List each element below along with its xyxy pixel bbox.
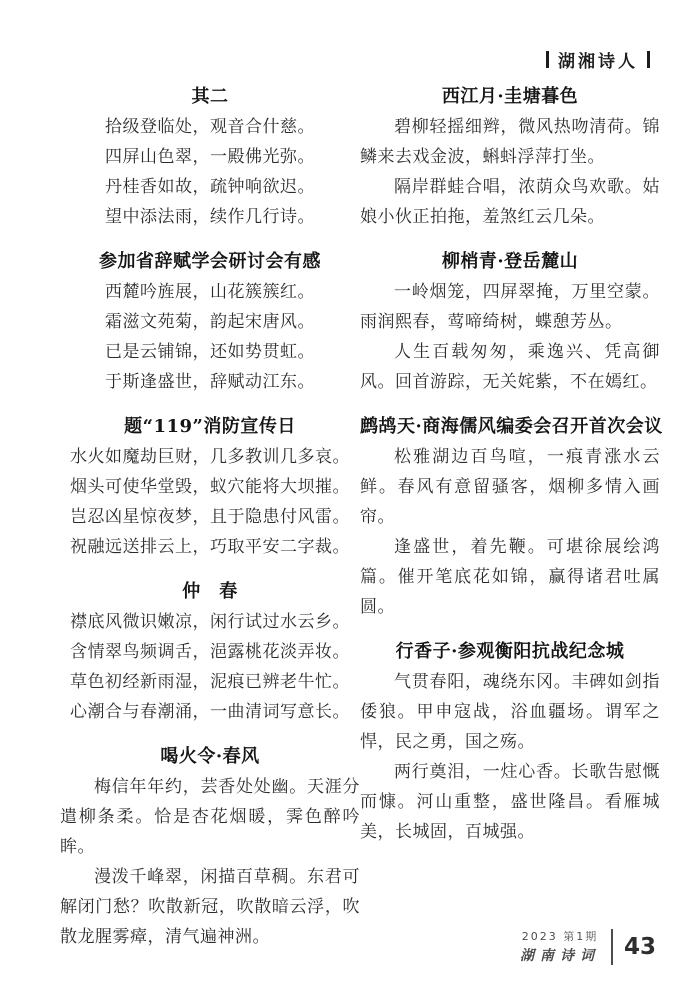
- poem-title: 参加省辞赋学会研讨会有感: [99, 251, 321, 272]
- poem-title: 行香子·参观衡阳抗战纪念城: [395, 641, 625, 662]
- poem-line: 四屏山色翠，一殿佛光弥。: [105, 147, 315, 167]
- poem-line: 水火如魔劫巨财，几多教训几多哀。: [70, 447, 350, 467]
- poem-line: 于斯逢盛世，辞赋动江东。: [105, 372, 315, 392]
- poem-line: 含情翠鸟频调舌，浥露桃花淡弄妆。: [70, 642, 350, 662]
- poem-cifu-seminar: [60, 247, 360, 397]
- section-header-label: 湖湘诗人: [558, 52, 638, 72]
- left-column: [60, 82, 360, 967]
- poem-paragraph: 气贯春阳，魂绕东冈。丰碑如剑指倭狼。甲申寇战，浴血疆场。谓军之悍，民之勇，国之殇。: [360, 672, 660, 752]
- poem-qi-er: [60, 82, 360, 232]
- footer-divider: [611, 929, 613, 965]
- poem-paragraph: 松雅湖边百鸟喧，一痕青涨水云鲜。春风有意留骚客，烟柳多情入画帘。: [360, 447, 660, 527]
- poem-paragraph: 漫泼千峰翠，闲描百草稠。东君可解闭门愁？吹散新冠，吹散暗云浮，吹散龙腥雾瘴，清气遍神洲。: [60, 867, 360, 947]
- poem-line: 岂忍凶星惊夜梦，且于隐患付风雷。: [70, 507, 350, 527]
- footer-journal-name: 湖南诗词: [519, 948, 600, 964]
- poem-paragraph: 两行奠泪，一炷心香。长歌告慰慨而慷。河山重整，盛世隆昌。看雁城美，长城固，百城强。: [360, 762, 660, 842]
- poem-liushaoqing-yuelushan: [360, 247, 660, 397]
- poem-line: 西麓吟旌展，山花簇簇红。: [105, 282, 315, 302]
- poem-zhegutian-bianweihui: [360, 412, 663, 622]
- poem-title: 其二: [191, 86, 229, 107]
- poem-line: 霜滋文苑菊，韵起宋唐风。: [105, 312, 315, 332]
- poem-line: 草色初经新雨湿，泥痕已辨老牛忙。: [70, 672, 350, 692]
- poem-paragraph: 梅信年年约，芸香处处幽。天涯分遣柳条柔。恰是杏花烟暖，霁色醉吟眸。: [60, 777, 360, 857]
- right-column: [360, 82, 663, 862]
- poem-title: 题“119”消防宣传日: [124, 416, 296, 437]
- poem-line: 已是云铺锦，还如势贯虹。: [105, 342, 315, 362]
- poem-xingxiangzi-hengyang: [360, 637, 660, 847]
- header-left-bar-icon: [546, 51, 549, 68]
- poem-paragraph: 逢盛世，着先鞭。可堪徐展绘鸿篇。催开笔底花如锦，赢得诸君吐属圆。: [360, 537, 660, 617]
- poem-line: 祝融远送排云上，巧取平安二字裁。: [70, 537, 350, 557]
- poem-line: 丹桂香如故，疏钟响欲迟。: [105, 177, 315, 197]
- poem-title: 喝火令·春风: [160, 746, 260, 767]
- footer-issue-block: [520, 928, 600, 965]
- poem-title: 西江月·圭塘暮色: [441, 86, 579, 107]
- poem-title: 仲 春: [182, 581, 238, 602]
- section-header: [546, 47, 650, 72]
- poem-line: 望中添法雨，续作几行诗。: [105, 207, 315, 227]
- poem-line: 心潮合与春潮涌，一曲清词写意长。: [70, 702, 350, 722]
- poem-line: 烟头可使华堂毁，蚁穴能将大坝摧。: [70, 477, 350, 497]
- page-number: 43: [623, 933, 656, 960]
- poem-paragraph: 一岭烟笼，四屏翠掩，万里空蒙。雨润熙春，莺啼绮树，蝶憩芳丛。: [360, 282, 660, 332]
- header-right-bar-icon: [647, 51, 650, 68]
- poem-xijiangyue-guitang: [360, 82, 660, 232]
- poem-paragraph: 隔岸群蛙合唱，浓荫众鸟欢歌。姑娘小伙正拍拖，羞煞红云几朵。: [360, 177, 660, 227]
- poem-title: 鹧鸪天·商海儒风编委会召开首次会议: [360, 416, 663, 437]
- poem-paragraph: 人生百载匆匆，乘逸兴、凭高御风。回首游踪，无关姹紫，不在嫣红。: [360, 342, 660, 392]
- poem-title: 柳梢青·登岳麓山: [441, 251, 579, 272]
- footer-issue: 2023 第1期: [521, 930, 599, 943]
- poem-paragraph: 碧柳轻摇细辫，微风热吻清荷。锦鳞来去戏金波，蝌蚪浮萍打坐。: [360, 117, 660, 167]
- poem-zhong-chun: [60, 577, 360, 727]
- poem-line: 拾级登临处，观音合什慈。: [105, 117, 315, 137]
- poem-hehuoling-chunfeng: [60, 742, 360, 952]
- poem-line: 襟底风微识嫩凉，闲行试过水云乡。: [70, 612, 350, 632]
- poem-119-fire-day: [60, 412, 360, 562]
- page-footer: [520, 928, 656, 965]
